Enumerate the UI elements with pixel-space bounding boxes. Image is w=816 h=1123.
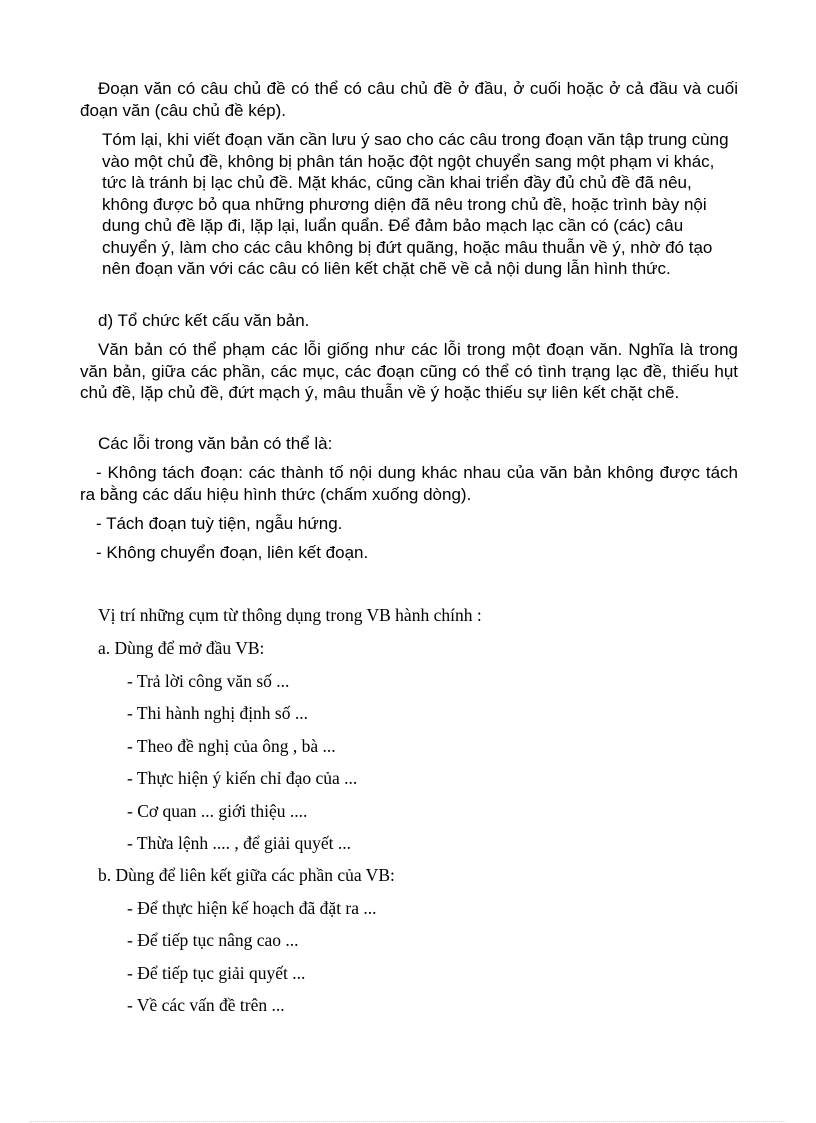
list-item-phrase: - Theo đề nghị của ông , bà ... [127, 736, 336, 756]
page-bottom-divider [30, 1121, 786, 1122]
list-item-error: - Tách đoạn tuỳ tiện, ngẫu hứng. [96, 514, 343, 533]
list-item-phrase: - Thi hành nghị định số ... [127, 703, 308, 723]
list-item-phrase: - Về các vấn đề trên ... [127, 995, 285, 1015]
list-item-error: - Không chuyển đoạn, liên kết đoạn. [96, 543, 369, 562]
list-item-error: - Không tách đoạn: các thành tố nội dung khác nhau của văn bản không được tách ra bằng các dấu hiệu hình thức (chấm xuống dòng). [80, 463, 738, 504]
list-item-phrase: - Trả lời công văn số ... [127, 671, 290, 691]
list-item-phrase: - Để tiếp tục nâng cao ... [127, 930, 299, 950]
section-a-heading: a. Dùng để mở đầu VB: [98, 638, 265, 658]
paragraph-topic-sentence: Đoạn văn có câu chủ đề có thể có câu chủ đề ở đầu, ở cuối hoặc ở cả đầu và cuối đoạn văn (câu chủ đề kép). [80, 79, 738, 120]
subheading-text-structure: d) Tổ chức kết cấu văn bản. [98, 311, 310, 330]
list-item-phrase: - Cơ quan ... giới thiệu .... [127, 801, 308, 821]
section-title: Vị trí những cụm từ thông dụng trong VB hành chính : [98, 605, 482, 625]
section-b-heading: b. Dùng để liên kết giữa các phần của VB: [98, 865, 395, 885]
list-item-phrase: - Để thực hiện kế hoạch đã đặt ra ... [127, 898, 377, 918]
list-item-phrase: - Thực hiện ý kiến chỉ đạo của ... [127, 768, 358, 788]
list-item-phrase: - Để tiếp tục giải quyết ... [127, 963, 306, 983]
paragraph-summary: Tóm lại, khi viết đoạn văn cần lưu ý sao cho các câu trong đoạn văn tập trung cùng vào một chủ đề, không bị phân tán hoặc đột ngột chuyển sang một phạm vi khác, tức là tránh bị lạc chủ đề. Mặt khác, cũng cần khai triển đầy đủ chủ đề đã nêu, không được bỏ qua những phương diện đã nêu trong chủ đề, hoặc trình bày nội dung chủ đề lặp đi, lặp lại, luẩn quẩn. Để đảm bảo mạch lạc cần có (các) câu chuyển ý, làm cho các câu không bị đứt quãng, hoặc mâu thuẫn về ý, nhờ đó tạo nên đoạn văn với các câu có liên kết chặt chẽ về cả nội dung lẫn hình thức. [102, 130, 729, 278]
paragraph-text-errors: Văn bản có thể phạm các lỗi giống như các lỗi trong một đoạn văn. Nghĩa là trong văn bản, giữa các phần, các mục, các đoạn cũng có thể có tình trạng lạc đề, thiếu hụt chủ đề, lặp chủ đề, đứt mạch ý, mâu thuẫn về ý hoặc thiếu sự liên kết chặt chẽ. [80, 340, 738, 402]
list-item-phrase: - Thừa lệnh .... , để giải quyết ... [127, 833, 351, 853]
paragraph-error-list-intro: Các lỗi trong văn bản có thể là: [98, 434, 333, 453]
